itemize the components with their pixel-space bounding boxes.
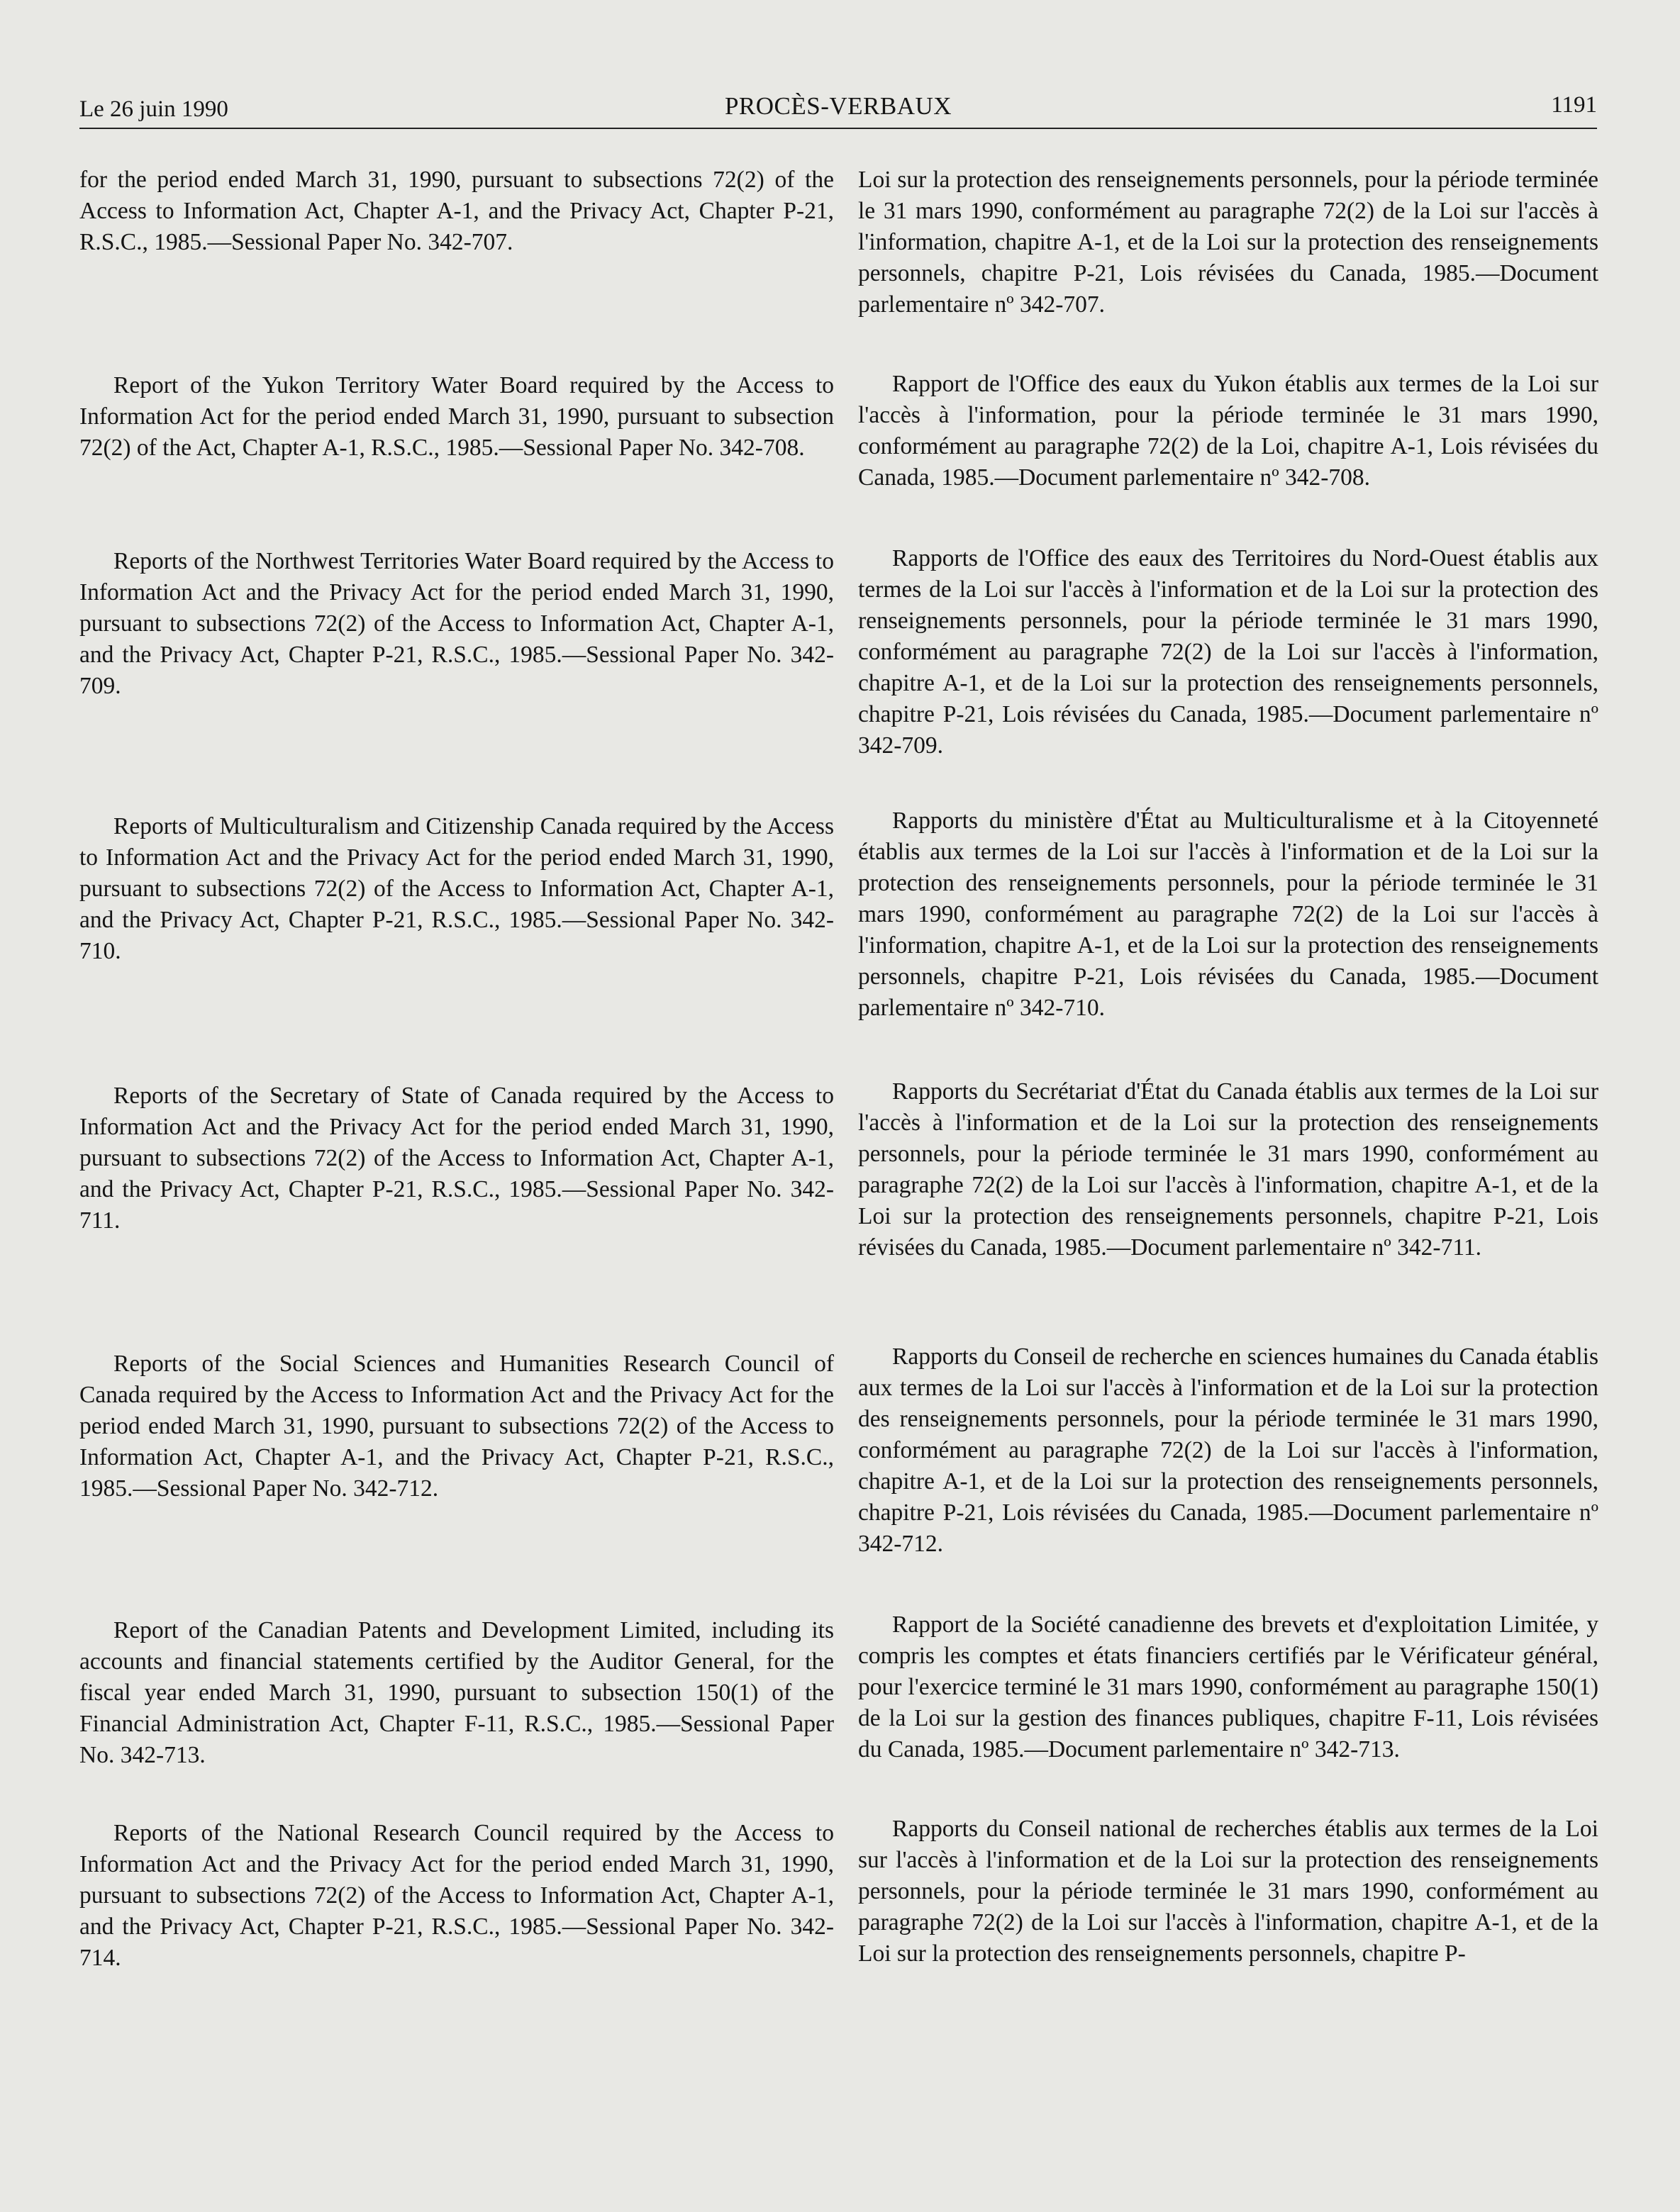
header-rule [79, 128, 1597, 129]
french-paragraph: Rapports de l'Office des eaux des Territoires du Nord-Ouest établis aux termes de la Loi sur l'accès à l'information et de la Loi sur la protection des renseignements personnels, pour la période terminée le 31 mars 1990, conformément au paragraphe 72(2) de la Loi sur l'accès à l'information, chapitre A-1, et de la Loi sur la protection des renseignements personnels, chapitre P-21, Lois révisées du Canada, 1985.—Document parlementaire nº 342-709. [858, 545, 1598, 759]
french-paragraph: Rapports du Conseil national de recherches établis aux termes de la Loi sur l'accès à l'information et de la Loi sur la protection des renseignements personnels, pour la période terminée le 31 mars 1990, conformément au paragraphe 72(2) de la Loi sur l'accès à l'information, chapitre A-1, et de la Loi sur la protection des renseignements personnels, chapitre P- [858, 1816, 1598, 1967]
page-number: 1191 [1551, 92, 1597, 118]
english-paragraph: Report of the Yukon Territory Water Board required by the Access to Information Act for the period ended March 31, 1990, pursuant to subsection 72(2) of the Act, Chapter A-1, R.S.C., 1985.—Sessional Paper No. 342-708. [79, 372, 834, 461]
french-paragraph: Rapports du ministère d'État au Multiculturalisme et à la Citoyenneté établis aux termes de la Loi sur l'accès à l'information et de la Loi sur la protection des renseignements personnels, pour la période terminée le 31 mars 1990, conformément au paragraphe 72(2) de la Loi sur l'accès à l'information, chapitre A-1, et de la Loi sur la protection des renseignements personnels, chapitre P-21, Lois révisées du Canada, 1985.—Document parlementaire nº 342-710. [858, 808, 1598, 1021]
english-paragraph: Reports of the Secretary of State of Canada required by the Access to Information Act and the Privacy Act for the period ended March 31, 1990, pursuant to subsections 72(2) of the Access to Information Act, Chapter A-1, and the Privacy Act, Chapter P-21, R.S.C., 1985.—Sessional Paper No. 342-711. [79, 1083, 834, 1234]
english-paragraph: Reports of the Social Sciences and Humanities Research Council of Canada required by the Access to Information Act and the Privacy Act for the period ended March 31, 1990, pursuant to subsections 72(2) of the Access to Information Act, Chapter A-1, and the Privacy Act, Chapter P-21, R.S.C., 1985.—Sessional Paper No. 342-712. [79, 1351, 834, 1502]
french-paragraph: Rapport de l'Office des eaux du Yukon établis aux termes de la Loi sur l'accès à l'information, pour la période terminée le 31 mars 1990, conformément au paragraphe 72(2) de la Loi, chapitre A-1, Lois révisées du Canada, 1985.—Document parlementaire nº 342-708. [858, 371, 1598, 491]
page-header [79, 85, 1597, 128]
french-paragraph: Loi sur la protection des renseignements personnels, pour la période terminée le 31 mars 1990, conformément au paragraphe 72(2) de la Loi sur l'accès à l'information, chapitre A-1, et de la Loi sur la protection des renseignements personnels, chapitre P-21, Lois révisées du Canada, 1985.—Document parlementaire nº 342-707. [858, 167, 1598, 318]
english-paragraph: Reports of the National Research Council required by the Access to Information Act and the Privacy Act for the period ended March 31, 1990, pursuant to subsections 72(2) of the Access to Information Act, Chapter A-1, and the Privacy Act, Chapter P-21, R.S.C., 1985.—Sessional Paper No. 342-714. [79, 1820, 834, 1971]
french-paragraph: Rapports du Conseil de recherche en sciences humaines du Canada établis aux termes de la Loi sur l'accès à l'information et de la Loi sur la protection des renseignements personnels, pour la période terminée le 31 mars 1990, conformément au paragraphe 72(2) de la Loi sur l'accès à l'information, chapitre A-1, et de la Loi sur la protection des renseignements personnels, chapitre P-21, Lois révisées du Canada, 1985.—Document parlementaire nº 342-712. [858, 1344, 1598, 1557]
french-paragraph: Rapports du Secrétariat d'État du Canada établis aux termes de la Loi sur l'accès à l'information et de la Loi sur la protection des renseignements personnels, pour la période terminée le 31 mars 1990, conformément au paragraphe 72(2) de la Loi sur l'accès à l'information, chapitre A-1, et de la Loi sur la protection des renseignements personnels, chapitre P-21, Lois révisées du Canada, 1985.—Document parlementaire nº 342-711. [858, 1078, 1598, 1261]
header-date: Le 26 juin 1990 [79, 96, 228, 122]
english-paragraph: Reports of the Northwest Territories Water Board required by the Access to Information Act and the Privacy Act for the period ended March 31, 1990, pursuant to subsections 72(2) of the Access to Information Act, Chapter A-1, and the Privacy Act, Chapter P-21, R.S.C., 1985.—Sessional Paper No. 342-709. [79, 548, 834, 699]
header-title: PROCÈS-VERBAUX [724, 92, 952, 120]
english-paragraph: Reports of Multiculturalism and Citizenship Canada required by the Access to Information Act and the Privacy Act for the period ended March 31, 1990, pursuant to subsections 72(2) of the Access to Information Act, Chapter A-1, and the Privacy Act, Chapter P-21, R.S.C., 1985.—Sessional Paper No. 342-710. [79, 813, 834, 964]
english-paragraph: Report of the Canadian Patents and Development Limited, including its accounts and financial statements certified by the Auditor General, for the fiscal year ended March 31, 1990, pursuant to subsection 150(1) of the Financial Administration Act, Chapter F-11, R.S.C., 1985.—Sessional Paper No. 342-713. [79, 1617, 834, 1768]
english-paragraph: for the period ended March 31, 1990, pursuant to subsections 72(2) of the Access to Information Act, Chapter A-1, and the Privacy Act, Chapter P-21, R.S.C., 1985.—Sessional Paper No. 342-707. [79, 167, 834, 255]
french-paragraph: Rapport de la Société canadienne des brevets et d'exploitation Limitée, y compris les comptes et états financiers certifiés par le Vérificateur général, pour l'exercice terminé le 31 mars 1990, conformément au paragraphe 150(1) de la Loi sur la gestion des finances publiques, chapitre F-11, Lois révisées du Canada, 1985.—Document parlementaire nº 342-713. [858, 1611, 1598, 1763]
